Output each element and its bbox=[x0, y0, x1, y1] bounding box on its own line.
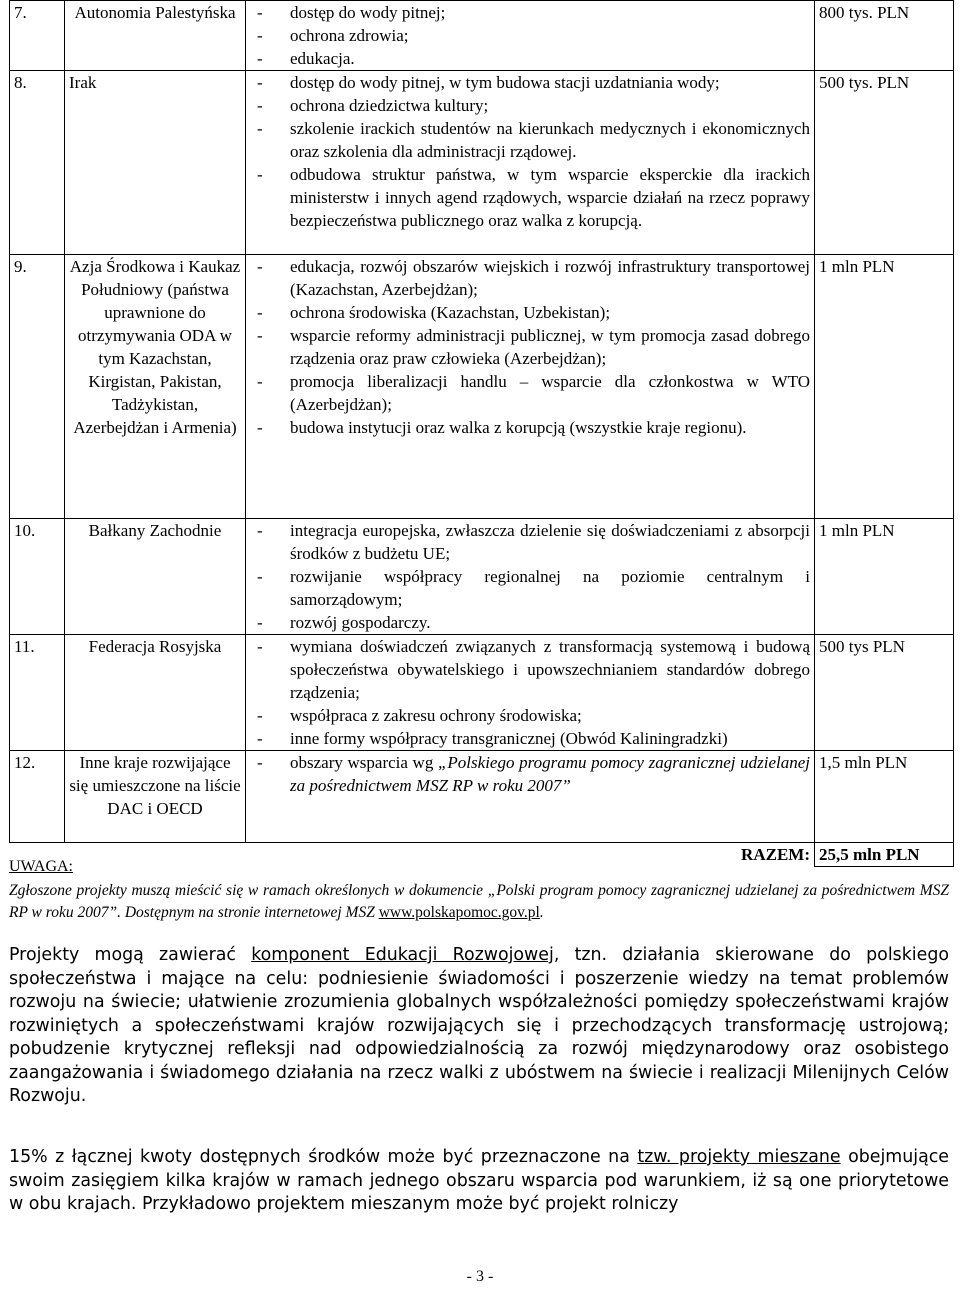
list-item: - współpraca z zakresu ochrony środowiska; bbox=[250, 704, 810, 727]
total-value: 25,5 mln PLN bbox=[815, 843, 954, 867]
amount-cell: 1,5 mln PLN bbox=[815, 751, 954, 843]
table-row bbox=[10, 1, 954, 71]
underlined-term: komponent Edukacji Rozwojowej bbox=[251, 945, 554, 965]
website-link[interactable]: www.polskapomoc.gov.pl bbox=[378, 904, 540, 921]
list-item: - rozwój gospodarczy. bbox=[250, 611, 810, 634]
table-row bbox=[10, 71, 954, 255]
table-row bbox=[10, 635, 954, 751]
row-number: 9. bbox=[10, 255, 65, 519]
list-item: - wsparcie reformy administracji publicznej, w tym promocja zasad dobrego rządzenia oraz praw człowieka (Azerbejdżan); bbox=[250, 324, 810, 370]
program-title: „Polskiego programu pomocy zagranicznej udzielanej za pośrednictwem MSZ RP w roku 2007” bbox=[290, 753, 811, 795]
row-number: 12. bbox=[10, 751, 65, 843]
support-areas-list bbox=[250, 255, 810, 439]
list-item: - dostęp do wody pitnej; bbox=[250, 1, 810, 24]
amount-cell: 500 tys. PLN bbox=[815, 71, 954, 255]
list-item: - odbudowa struktur państwa, w tym wsparcie eksperckie dla irackich ministerstw i innych agend rządowych, wsparcie działań na rzecz poprawy bezpieczeństwa publicznego oraz walka z korupcją. bbox=[250, 163, 810, 232]
support-areas-list bbox=[250, 519, 810, 634]
row-number: 8. bbox=[10, 71, 65, 255]
table-row bbox=[10, 255, 954, 519]
country-name: Azja Środkowa i Kaukaz Południowy (państwa uprawnione do otrzymywania ODA w tym Kazachstan, Kirgistan, Pakistan, Tadżykistan, Azerbejdżan i Armenia) bbox=[69, 257, 241, 437]
support-areas-list bbox=[250, 751, 810, 797]
underlined-term: tzw. projekty mieszane bbox=[637, 1147, 841, 1167]
amount-cell: 1 mln PLN bbox=[815, 255, 954, 519]
list-item: - ochrona zdrowia; bbox=[250, 24, 810, 47]
country-name: Bałkany Zachodnie bbox=[88, 521, 222, 540]
list-item: - ochrona dziedzictwa kultury; bbox=[250, 94, 810, 117]
aid-table bbox=[9, 0, 954, 867]
support-areas-list bbox=[250, 635, 810, 750]
note-title: UWAGA: bbox=[9, 858, 73, 875]
total-row bbox=[10, 843, 954, 867]
country-name: Irak bbox=[69, 73, 97, 92]
country-name: Inne kraje rozwijające się umieszczone na liście DAC i OECD bbox=[69, 753, 241, 818]
table-row bbox=[10, 519, 954, 635]
paragraph-education: Projekty mogą zawierać komponent Edukacji Rozwojowej, tzn. działania skierowane do polskiego społeczeństwa i mające na celu: podniesienie świadomości i poszerzenie wiedzy na temat problemów rozwoju na świecie; ułatwienie zrozumienia globalnych współzależności pomiędzy społeczeństwami krajów rozwiniętych a społeczeństwami krajów rozwijających się i przechodzących transformację ustrojową; pobudzenie krytycznej refleksji nad odpowiedzialnością za rozwój międzynarodowy oraz osobistego zaangażowania i świadomego działania na rzecz walki z ubóstwem na świecie i realizacji Milenijnych Celów Rozwoju. bbox=[9, 945, 949, 1106]
list-item: - edukacja, rozwój obszarów wiejskich i rozwój infrastruktury transportowej (Kazachstan, Azerbejdżan); bbox=[250, 255, 810, 301]
row-number: 11. bbox=[10, 635, 65, 751]
list-item: - dostęp do wody pitnej, w tym budowa stacji uzdatniania wody; bbox=[250, 71, 810, 94]
table-row bbox=[10, 751, 954, 843]
row-number: 7. bbox=[10, 1, 65, 71]
paragraph-mixed-projects: 15% z łącznej kwoty dostępnych środków może być przeznaczone na tzw. projekty mieszane obejmujące swoim zasięgiem kilka krajów w ramach jednego obszaru wsparcia pod warunkiem, iż są one priorytetowe w obu krajach. Przykładowo projektem mieszanym może być projekt rolniczy bbox=[9, 1147, 949, 1214]
country-name: Autonomia Palestyńska bbox=[74, 3, 236, 22]
amount-cell: 500 tys PLN bbox=[815, 635, 954, 751]
amount-cell: 800 tys. PLN bbox=[815, 1, 954, 71]
amount-cell: 1 mln PLN bbox=[815, 519, 954, 635]
list-item: - ochrona środowiska (Kazachstan, Uzbekistan); bbox=[250, 301, 810, 324]
support-areas-list bbox=[250, 1, 810, 70]
page-number: - 3 - bbox=[466, 1268, 494, 1285]
list-item: - integracja europejska, zwłaszcza dzielenie się doświadczeniami z absorpcji środków z budżetu UE; bbox=[250, 519, 810, 565]
row-number: 10. bbox=[10, 519, 65, 635]
list-item: - edukacja. bbox=[250, 47, 810, 70]
note-text: Zgłoszone projekty muszą mieścić się w ramach określonych w dokumencie „Polski program pomocy zagranicznej udzielanej za pośrednictwem MSZ RP w roku 2007”. Dostępnym na stronie internetowej MSZ www.polskapomoc.gov.pl. bbox=[9, 882, 949, 921]
list-item: - szkolenie irackich studentów na kierunkach medycznych i ekonomicznych oraz szkolenia dla administracji rządowej. bbox=[250, 117, 810, 163]
list-item: - wymiana doświadczeń związanych z transformacją systemową i budową społeczeństwa obywatelskiego i upowszechnianiem standardów dobrego rządzenia; bbox=[250, 635, 810, 704]
list-item: - obszary wsparcia wg „Polskiego programu pomocy zagranicznej udzielanej za pośrednictwem MSZ RP w roku 2007” bbox=[250, 751, 810, 797]
total-label: RAZEM: bbox=[246, 843, 815, 867]
list-item: - rozwijanie współpracy regionalnej na poziomie centralnym i samorządowym; bbox=[250, 565, 810, 611]
list-item: - promocja liberalizacji handlu – wsparcie dla członkostwa w WTO (Azerbejdżan); bbox=[250, 370, 810, 416]
list-item: - inne formy współpracy transgranicznej (Obwód Kaliningradzki) bbox=[250, 727, 810, 750]
country-name: Federacja Rosyjska bbox=[88, 637, 222, 656]
support-areas-list bbox=[250, 71, 810, 232]
list-item: - budowa instytucji oraz walka z korupcją (wszystkie kraje regionu). bbox=[250, 416, 810, 439]
